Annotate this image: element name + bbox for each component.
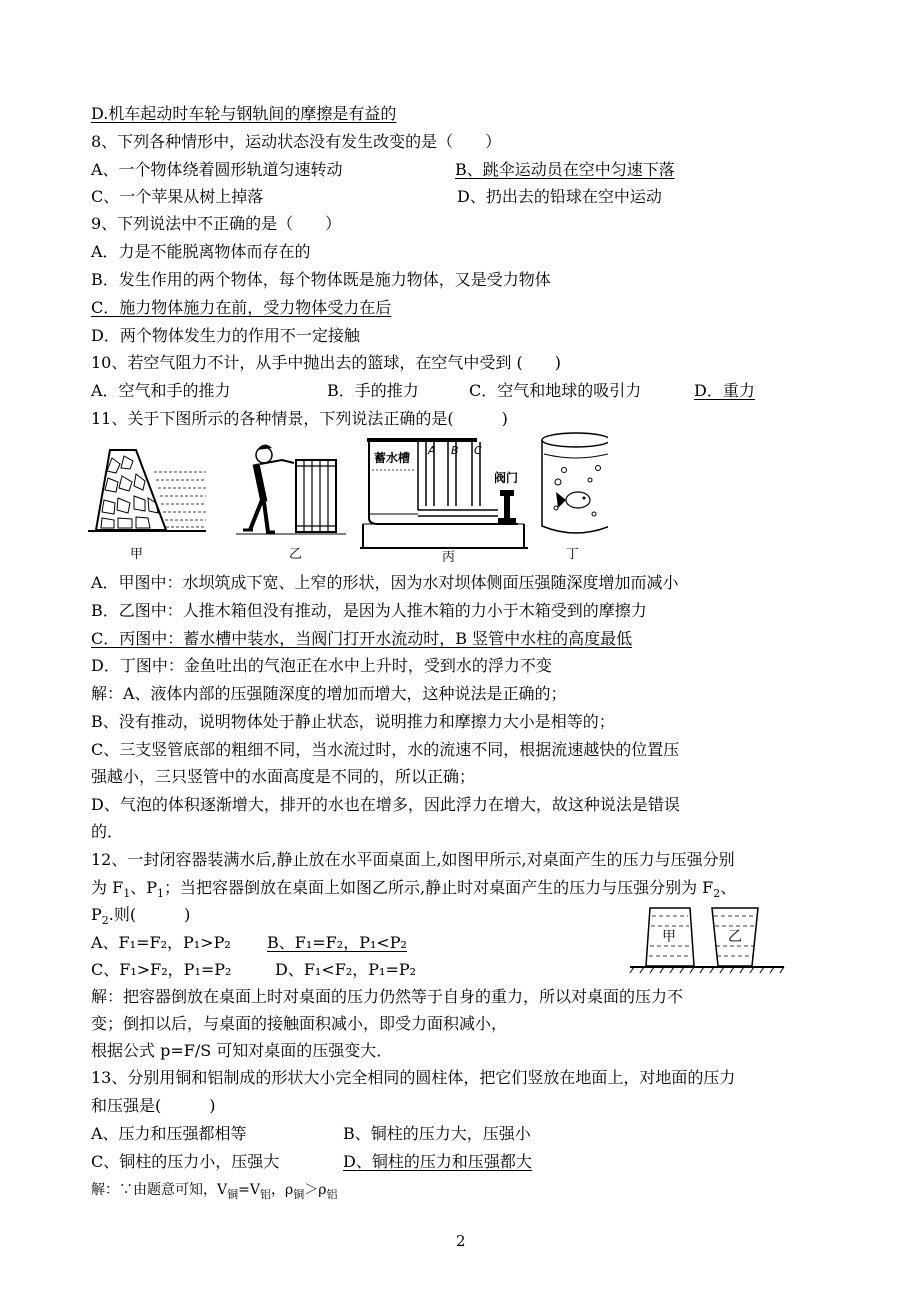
q12-option-d: D、F₁<F₂，P₁=P₂	[275, 960, 417, 979]
q12-option-b: B、F₁=F₂，P₁<P₂	[267, 933, 407, 952]
q9-stem: 9、下列说法中不正确的是（ ）	[91, 214, 342, 233]
q13-stem-2: 和压强是( )	[91, 1096, 216, 1115]
q13-option-a: A、压力和压强都相等	[91, 1124, 247, 1143]
q11-solution-1: 解：A、液体内部的压强随深度的增加而增大，这种说法是正确的；	[91, 684, 567, 703]
q12-solution-3: 根据公式 p=F/S 可知对桌面的压强变大．	[91, 1041, 393, 1060]
push-box-figure	[236, 444, 346, 534]
q12-stem-2a: 为 F	[91, 878, 124, 897]
q12-stem-3a: P	[91, 905, 102, 924]
q12-stem-1: 12、一封闭容器装满水后,静止放在水平面桌面上,如图甲所示,对桌面产生的压力与压强分别	[91, 850, 735, 869]
q11-option-d: D．丁图中：金鱼吐出的气泡正在水中上升时，受到水的浮力不变	[91, 656, 552, 675]
goldfish-jar-figure	[542, 433, 608, 533]
q11-solution-2: B、没有推动，说明物体处于静止状态，说明推力和摩擦力大小是相等的；	[91, 712, 615, 731]
q13-sol-a: 解：∵由题意可知，V	[91, 1182, 228, 1198]
q13-stem-1: 13、分别用铜和铝制成的形状大小完全相同的圆柱体，把它们竖放在地面上，对地面的压力	[91, 1068, 736, 1087]
q11-option-a: A．甲图中：水坝筑成下宽、上窄的形状，因为水对坝体侧面压强随深度增加而减小	[91, 573, 679, 592]
q13-option-d: D、铜柱的压力和压强都大	[343, 1152, 532, 1171]
sub-2: 2	[713, 887, 721, 901]
q12-figure	[628, 900, 788, 980]
q8-option-c: C、一个苹果从树上掉落	[91, 187, 264, 206]
q9-option-d: D．两个物体发生力的作用不一定接触	[91, 326, 360, 345]
q11-figures	[88, 430, 608, 568]
q11-solution-3: C、三支竖管底部的粗细不同，当水流过时，水的流速不同，根据流速越快的位置压	[91, 740, 680, 759]
q12-solution-2: 变；倒扣以后，与桌面的接触面积减小，即受力面积减小，	[91, 1014, 508, 1033]
q9-option-b: B．发生作用的两个物体，每个物体既是施力物体，又是受力物体	[91, 270, 551, 289]
q8-option-a: A、一个物体绕着圆形轨道匀速转动	[91, 160, 343, 179]
q12-solution-1: 解：把容器倒放在桌面上时对桌面的压力仍然等于自身的重力，所以对桌面的压力不	[91, 987, 684, 1006]
sub-al-2: 铝	[326, 1187, 338, 1201]
fig-label-ding: 丁	[566, 547, 580, 562]
fig-label-bing: 丙	[442, 550, 456, 565]
sub-1: 1	[123, 887, 131, 901]
sub-2b: 2	[101, 914, 109, 928]
q11-option-b: B．乙图中：人推木箱但没有推动，是因为人推木箱的力小于木箱受到的摩擦力	[91, 601, 647, 620]
sub-cu: 铜	[227, 1187, 239, 1201]
tube-label-a: A	[428, 444, 436, 457]
sub-cu-2: 铜	[293, 1187, 305, 1201]
q11-stem: 11、关于下图所示的各种情景，下列说法正确的是( )	[91, 409, 508, 428]
q10-option-a: A．空气和手的推力	[91, 381, 231, 400]
fig-label-jia-2: 甲	[662, 929, 676, 945]
q13-sol-c: ，ρ	[270, 1182, 294, 1198]
fig-label-yi: 乙	[289, 547, 303, 562]
dam-figure	[88, 450, 206, 531]
tube-label-b: B	[451, 444, 459, 457]
q10-stem: 10、若空气阻力不计，从手中抛出去的篮球，在空气中受到 ( )	[91, 353, 561, 372]
fig-label-yi-2: 乙	[728, 929, 742, 945]
q12-stem-2d: 、	[720, 878, 737, 897]
q13-sol-b: =V	[238, 1182, 260, 1198]
q8-option-d: D、扔出去的铅球在空中运动	[457, 187, 662, 206]
q13-option-b: B、铜柱的压力大，压强小	[343, 1124, 531, 1143]
q10-option-c: C．空气和地球的吸引力	[469, 381, 642, 400]
q12-stem-3	[91, 905, 190, 931]
q11-option-c: C．丙图中：蓄水槽中装水，当阀门打开水流动时，B 竖管中水柱的高度最低	[91, 629, 633, 648]
q12-stem-2b: 、P	[130, 878, 157, 897]
tank-label: 蓄水槽	[374, 451, 411, 465]
q12-stem-2c: ；当把容器倒放在桌面上如图乙所示,静止时对桌面产生的压力与压强分别为 F	[163, 878, 714, 897]
q12-option-a: A、F₁=F₂，P₁>P₂	[91, 933, 231, 952]
q9-option-c: C．施力物体施力在前，受力物体受力在后	[91, 298, 392, 317]
q13-option-c: C、铜柱的压力小，压强大	[91, 1152, 280, 1171]
page-number: 2	[456, 1232, 466, 1250]
q10-option-b: B．手的推力	[327, 381, 419, 400]
q11-solution-5: D、气泡的体积逐渐增大，排开的水也在增多，因此浮力在增大，故这种说法是错误	[91, 795, 680, 814]
sub-al: 铝	[259, 1187, 271, 1201]
sub-1b: 1	[156, 887, 164, 901]
q13-solution	[91, 1180, 337, 1205]
q12-option-c: C、F₁>F₂，P₁=P₂	[91, 960, 232, 979]
tube-label-c: C	[474, 444, 482, 457]
q8-stem: 8、下列各种情形中，运动状态没有发生改变的是（ ）	[91, 132, 502, 151]
q11-solution-6: 的．	[91, 822, 124, 841]
valve-label: 阀门	[494, 471, 519, 485]
fig-label-jia: 甲	[130, 547, 144, 562]
q11-solution-4: 强越小，三只竖管中的水面高度是不同的，所以正确；	[91, 767, 476, 786]
q13-sol-d: ＞ρ	[304, 1182, 327, 1198]
q8-option-b: B、跳伞运动员在空中匀速下落	[455, 160, 675, 179]
q7-option-d: D.机车起动时车轮与钢轨间的摩擦是有益的	[91, 104, 397, 123]
q10-option-d: D．重力	[694, 381, 755, 400]
q12-stem-3b: .则( )	[108, 905, 191, 924]
q9-option-a: A．力是不能脱离物体而存在的	[91, 242, 311, 261]
